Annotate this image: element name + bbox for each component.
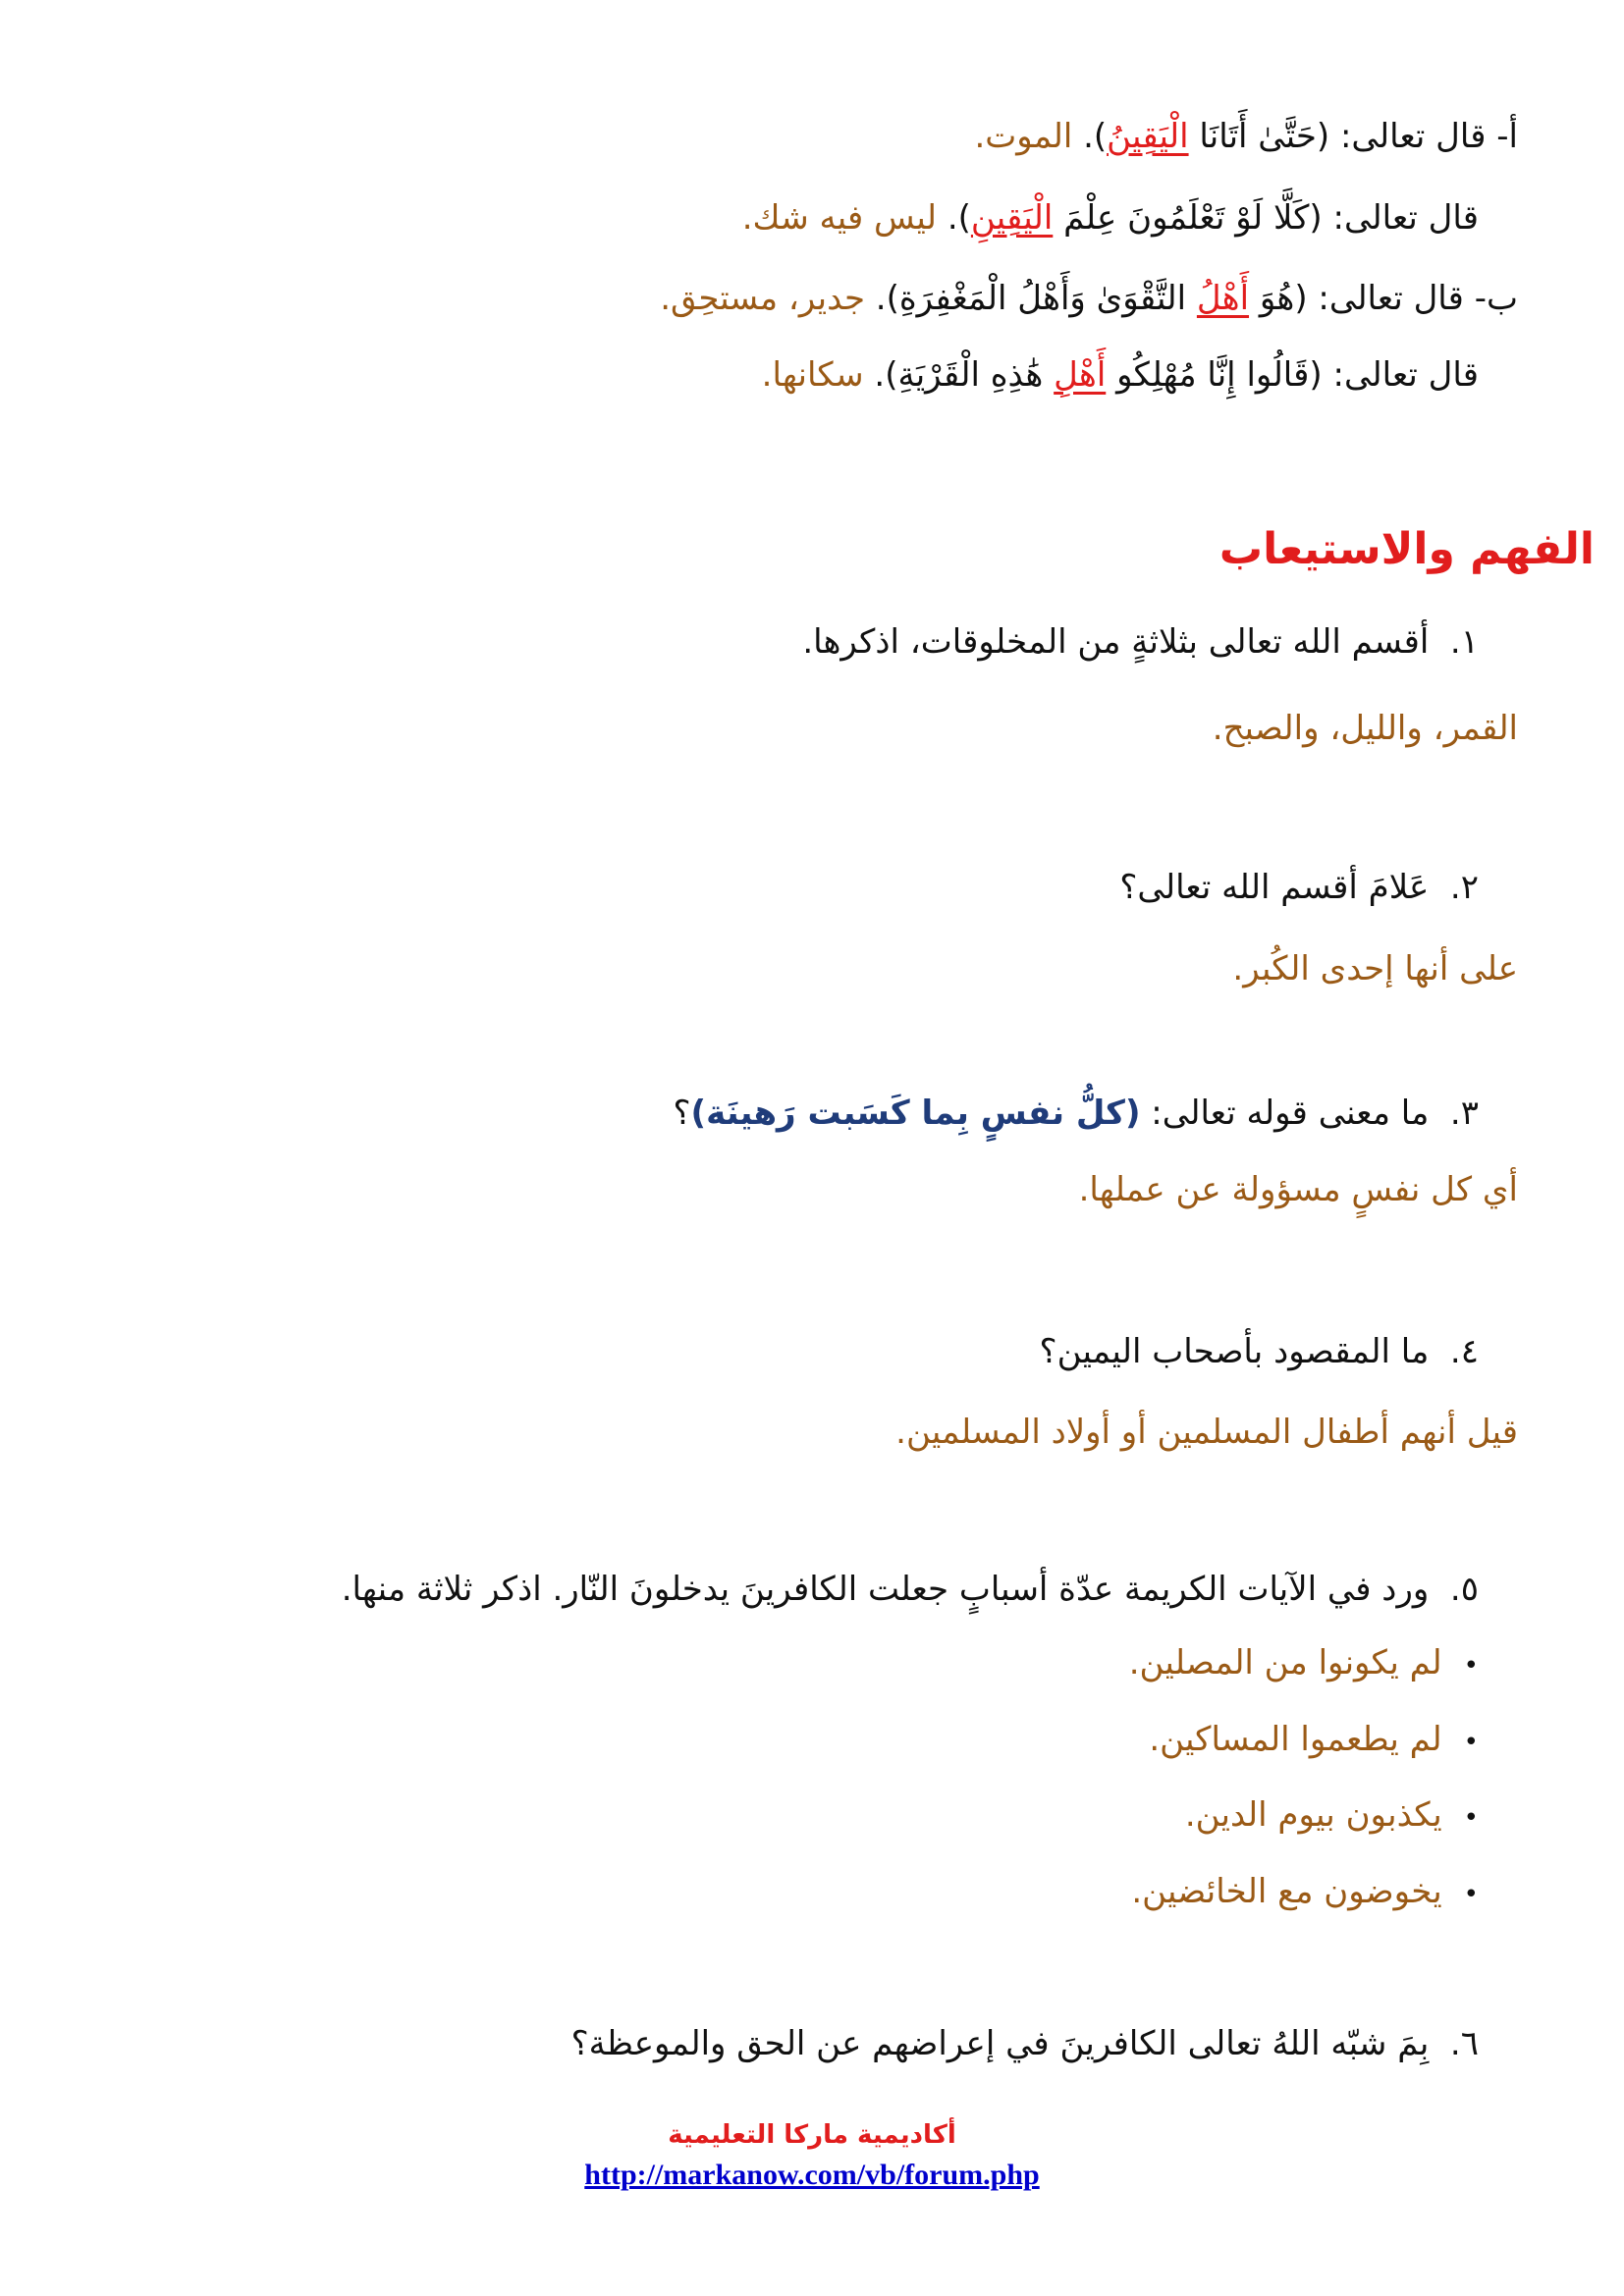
question-5 xyxy=(342,1566,1479,1613)
question-text: عَلامَ أقسم الله تعالى؟ xyxy=(1119,868,1430,907)
answer-3: أي كل نفسٍ مسؤولة عن عملها. xyxy=(1078,1170,1518,1209)
quoted-verse: (كلُّ نفسٍ بِما كَسَبت رَهينَة) xyxy=(690,1094,1141,1133)
question-text: ما معنى قوله تعالى: xyxy=(1140,1094,1430,1133)
verse-prefix: قال تعالى: (قَالُوا إِنَّا مُهْلِكُو xyxy=(1106,355,1479,395)
bullet-icon: • xyxy=(1463,1651,1479,1681)
verse-prefix: أ- قال تعالى: (حَتَّىٰ أَتَانَا xyxy=(1188,117,1518,156)
reason-item xyxy=(1129,1639,1479,1689)
word-meaning: سكانها. xyxy=(761,355,875,395)
reason-item xyxy=(1185,1791,1479,1842)
verse-suffix: هَٰذِهِ الْقَرْيَةِ). xyxy=(874,355,1055,395)
question-number: ٦. xyxy=(1449,2024,1479,2063)
footer-academy-name: أكاديمية ماركا التعليمية xyxy=(668,2120,956,2150)
verse-prefix: قال تعالى: (كَلَّا لَوْ تَعْلَمُونَ عِلْمَ xyxy=(1053,198,1479,238)
question-number: ٥. xyxy=(1449,1570,1479,1609)
vocab-line-a1 xyxy=(974,113,1518,160)
question-3 xyxy=(674,1090,1480,1137)
question-6 xyxy=(571,2020,1479,2067)
vocab-line-b1 xyxy=(660,275,1518,322)
reason-text: يخوضون مع الخائضين. xyxy=(1131,1872,1442,1911)
question-number: ٢. xyxy=(1449,868,1479,907)
question-mark: ؟ xyxy=(673,1094,691,1133)
question-text: ما المقصود بأصحاب اليمين؟ xyxy=(1039,1332,1430,1371)
word-meaning: جدير، مستحِق. xyxy=(660,279,876,318)
answer-1: القمر، والليل، والصبح. xyxy=(1212,709,1518,748)
highlighted-word: أَهْلُ xyxy=(1196,279,1250,318)
question-2 xyxy=(1119,864,1479,911)
answer-2: على أنها إحدى الكُبر. xyxy=(1232,949,1518,988)
question-4 xyxy=(1040,1328,1479,1375)
reason-item xyxy=(1149,1716,1479,1766)
bullet-icon: • xyxy=(1463,1803,1479,1833)
question-number: ١. xyxy=(1449,622,1479,662)
vocab-line-b2 xyxy=(762,351,1479,399)
word-meaning: ليس فيه شك. xyxy=(741,198,947,238)
bullet-icon: • xyxy=(1463,1728,1479,1757)
question-text: بِمَ شبّه اللهُ تعالى الكافرينَ في إعراضهم عن الحق والموعظة؟ xyxy=(570,2024,1430,2063)
word-meaning: الموت. xyxy=(974,117,1084,156)
reason-text: يكذبون بيوم الدين. xyxy=(1184,1795,1442,1835)
question-1 xyxy=(802,618,1479,666)
verse-suffix: التَّقْوَىٰ وَأَهْلُ الْمَغْفِرَةِ). xyxy=(875,279,1197,318)
reason-item xyxy=(1131,1868,1479,1918)
answer-4: قيل أنهم أطفال المسلمين أو أولاد المسلمين. xyxy=(895,1413,1518,1452)
highlighted-word: الْيَقِينِ xyxy=(970,198,1054,238)
section-heading: الفهم والاستيعاب xyxy=(1218,524,1595,574)
bullet-icon: • xyxy=(1463,1880,1479,1909)
reason-text: لم يطعموا المساكين. xyxy=(1149,1720,1442,1759)
reason-text: لم يكونوا من المصلين. xyxy=(1128,1643,1442,1682)
question-number: ٤. xyxy=(1449,1332,1479,1371)
verse-suffix: ). xyxy=(1083,117,1108,156)
footer-forum-link[interactable]: http://markanow.com/vb/forum.php xyxy=(584,2159,1040,2191)
verse-suffix: ). xyxy=(947,198,971,238)
verse-prefix: ب- قال تعالى: (هُوَ xyxy=(1249,279,1518,318)
question-text: أقسم الله تعالى بثلاثةٍ من المخلوقات، اذكرها. xyxy=(802,622,1430,662)
highlighted-word: الْيَقِينُ xyxy=(1107,117,1189,156)
question-number: ٣. xyxy=(1449,1094,1479,1133)
question-text: ورد في الآيات الكريمة عدّة أسبابٍ جعلت الكافرينَ يدخلونَ النّار. اذكر ثلاثة منها. xyxy=(341,1570,1430,1609)
vocab-line-a2 xyxy=(742,194,1479,241)
highlighted-word: أَهْلِ xyxy=(1054,355,1107,395)
